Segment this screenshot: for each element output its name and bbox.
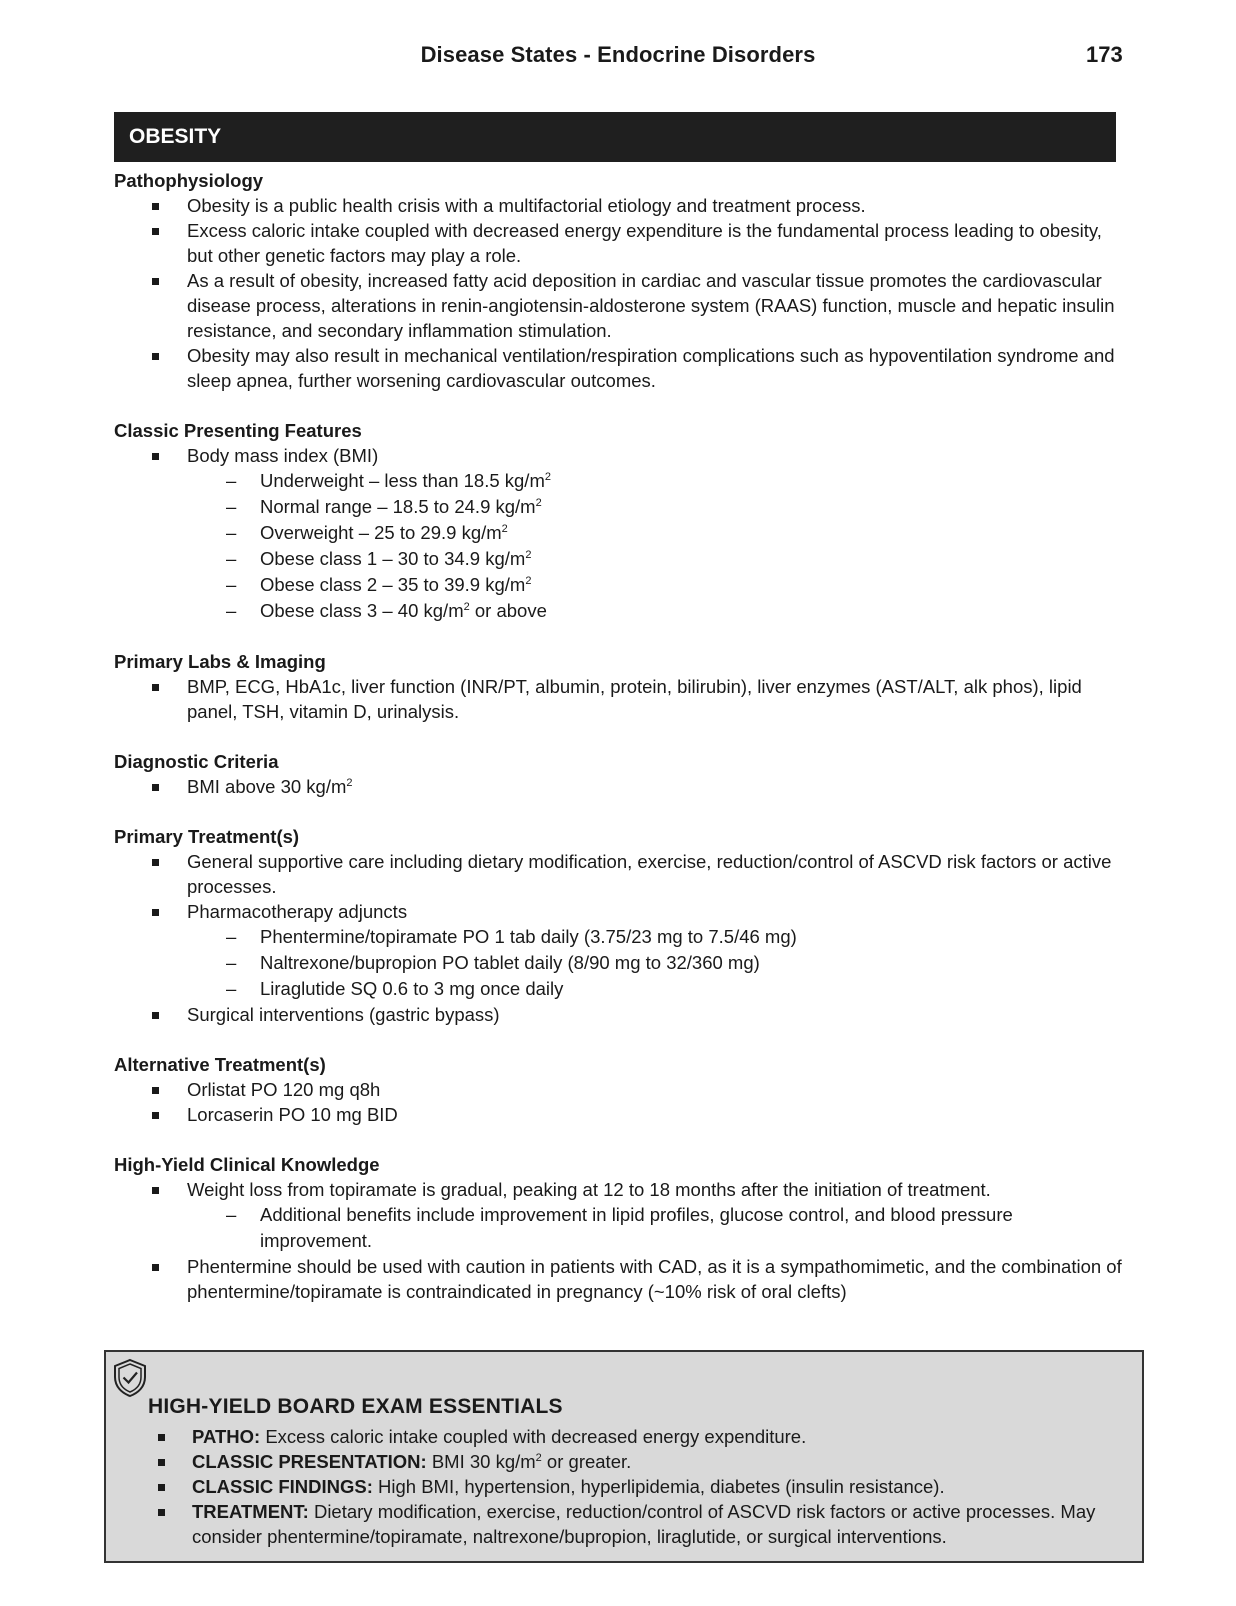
list-item: Orlistat PO 120 mg q8h — [114, 1077, 1124, 1102]
section-pathophysiology — [114, 168, 1124, 393]
list-item-text: Weight loss from topiramate is gradual, peaking at 12 to 18 months after the initiation of treatment. — [187, 1179, 991, 1200]
essentials-label: TREATMENT: — [192, 1501, 309, 1522]
section-labs-imaging — [114, 649, 1124, 724]
sub-list-item: – Obese class 3 – 40 $kg/m^2$ or above — [114, 598, 1124, 624]
list-item: Obesity is a public health crisis with a multifactorial etiology and treatment process. — [114, 193, 1124, 218]
sub-list-item: – Obese class 1 – 30 to 34.9 $kg/m^2$ — [114, 546, 1124, 572]
main-content — [114, 168, 1124, 1329]
section-alternative-treatment — [114, 1052, 1124, 1127]
list-item: Phentermine should be used with caution in patients with CAD, as it is a sympathomimetic, and the combination of phentermine/topiramate is contraindicated in pregnancy (~10% risk of oral clefts) — [114, 1254, 1124, 1304]
section-banner: OBESITY — [114, 112, 1116, 162]
list-item: Obesity may also result in mechanical ventilation/respiration complications such as hypoventilation syndrome and sleep apnea, further worsening cardiovascular outcomes. — [114, 343, 1124, 393]
list-item-text: Body mass index (BMI) — [187, 445, 379, 466]
box-title: HIGH-YIELD BOARD EXAM ESSENTIALS — [148, 1395, 563, 1418]
essentials-item — [114, 1424, 1124, 1449]
essentials-label: PATHO: — [192, 1426, 261, 1447]
section-heading: Alternative Treatment(s) — [114, 1054, 326, 1075]
essentials-item — [114, 1474, 1124, 1499]
page-number: 173 — [1086, 42, 1123, 67]
list-item: BMI above 30 $kg/m^2$ — [114, 774, 1124, 799]
section-diagnostic-criteria — [114, 749, 1124, 799]
list-item: Lorcaserin PO 10 mg BID — [114, 1102, 1124, 1127]
list-item: BMP, ECG, HbA1c, liver function (INR/PT, albumin, protein, bilirubin), liver enzymes (AST/ALT, alk phos), lipid panel, TSH, vitamin D, urinalysis. — [114, 674, 1124, 724]
sub-list-item: – Liraglutide SQ 0.6 to 3 mg once daily — [114, 976, 1124, 1002]
section-classic-features — [114, 418, 1124, 624]
section-heading: High-Yield Clinical Knowledge — [114, 1154, 380, 1175]
essentials-label: CLASSIC FINDINGS: — [192, 1476, 373, 1497]
list-item: Surgical interventions (gastric bypass) — [114, 1002, 1124, 1027]
sub-list-item: – Naltrexone/bupropion PO tablet daily (8/90 mg to 32/360 mg) — [114, 950, 1124, 976]
board-exam-essentials-box — [104, 1350, 1144, 1563]
sub-list-item: – Normal range – 18.5 to 24.9 $kg/m^2$ — [114, 494, 1124, 520]
essentials-label: CLASSIC PRESENTATION: — [192, 1451, 427, 1472]
essentials-text: Excess caloric intake coupled with decreased energy expenditure. — [265, 1426, 807, 1447]
section-primary-treatment — [114, 824, 1124, 1027]
section-heading: Classic Presenting Features — [114, 420, 362, 441]
chapter-title: Disease States - Endocrine Disorders — [420, 42, 816, 67]
list-item — [114, 1177, 1124, 1254]
sub-list-item: – Overweight – 25 to 29.9 $kg/m^2$ — [114, 520, 1124, 546]
essentials-text: Dietary modification, exercise, reduction/control of ASCVD risk factors or active processes. May consider phentermine/topiramate, naltrexone/bupropion, liraglutide, or surgical interventions. — [192, 1501, 1096, 1547]
essentials-item — [114, 1499, 1124, 1549]
sub-list-item: – Phentermine/topiramate PO 1 tab daily (3.75/23 mg to 7.5/46 mg) — [114, 924, 1124, 950]
section-heading: Diagnostic Criteria — [114, 751, 279, 772]
sub-list-item: – Additional benefits include improvement in lipid profiles, glucose control, and blood pressure improvement. — [114, 1202, 1124, 1254]
section-high-yield-knowledge — [114, 1152, 1124, 1304]
list-item — [114, 443, 1124, 624]
essentials-item — [114, 1449, 1124, 1474]
list-item-text: Pharmacotherapy adjuncts — [187, 901, 408, 922]
list-item: General supportive care including dietary modification, exercise, reduction/control of ASCVD risk factors or active processes. — [114, 849, 1124, 899]
page-header — [0, 40, 1236, 70]
shield-check-icon — [112, 1358, 148, 1398]
section-heading: Pathophysiology — [114, 170, 264, 191]
section-heading: Primary Treatment(s) — [114, 826, 300, 847]
section-heading: Primary Labs & Imaging — [114, 651, 326, 672]
essentials-text: High BMI, hypertension, hyperlipidemia, diabetes (insulin resistance). — [378, 1476, 945, 1497]
essentials-text: BMI 30 $kg/m^2$ or greater. — [431, 1451, 632, 1472]
list-item — [114, 899, 1124, 1002]
list-item: As a result of obesity, increased fatty acid deposition in cardiac and vascular tissue promotes the cardiovascular disease process, alterations in renin-angiotensin-aldosterone system (RAAS) function, muscle and hepatic insulin resistance, and secondary inflammation stimulation. — [114, 268, 1124, 343]
sub-list-item: – Obese class 2 – 35 to 39.9 $kg/m^2$ — [114, 572, 1124, 598]
list-item: Excess caloric intake coupled with decreased energy expenditure is the fundamental process leading to obesity, but other genetic factors may play a role. — [114, 218, 1124, 268]
sub-list-item: – Underweight – less than 18.5 $kg/m^2$ — [114, 468, 1124, 494]
